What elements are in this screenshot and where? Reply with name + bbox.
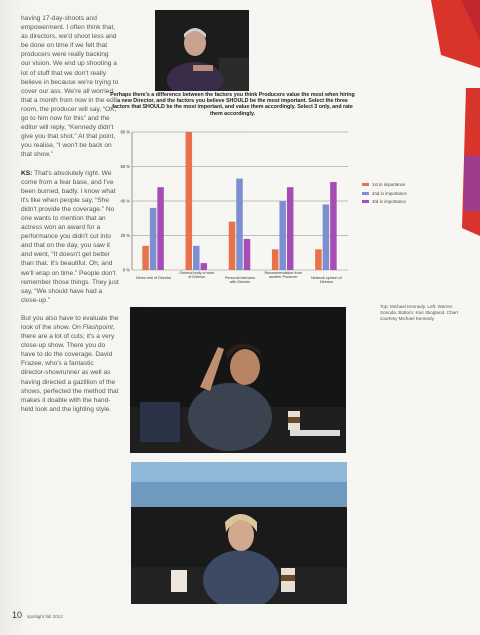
red-ribbon-graphic <box>431 0 480 68</box>
para-text: But you also have to evaluate the look of the show. On <box>21 314 119 331</box>
legend-item <box>362 191 407 196</box>
bar <box>142 246 149 270</box>
legend-item <box>362 182 407 187</box>
bar <box>236 179 243 270</box>
legend-swatch <box>362 183 369 186</box>
bar <box>330 182 337 270</box>
chart-legend <box>362 182 407 208</box>
bar <box>157 187 164 270</box>
photo-warren-sonoda <box>130 307 346 453</box>
article-paragraph-3 <box>21 314 119 414</box>
legend-label: 1st in importance <box>372 182 406 187</box>
legend-swatch <box>362 200 369 203</box>
page-folio <box>12 610 63 620</box>
photo-kari-skogland <box>131 462 347 604</box>
red-purple-ribbon-graphic <box>448 88 480 236</box>
bar <box>279 201 286 270</box>
x-tick-label: Recommendation from another Producer <box>264 271 302 280</box>
photo-michael-kennedy <box>155 10 249 91</box>
photo-caption: Top: Michael Kennedy. Left: Warren Sonoda. Bottom: Kari Skogland. Chart courtesy Michael Kennedy <box>380 304 458 322</box>
speaker-text: That's absolutely right. We come from a fear base, and I've been burned, badly. I know what it's like when people say, “She didn't provide the coverage.” No one wants to mention that an actress won an award for a performance you didn't cut into and that on the day, you saw it and went, “It doesn't get better than that. It's beautiful. Oh, and we'll wrap on time.” People don't remember those things. They just say, “We should have had a close-up.” <box>21 169 119 304</box>
legend-item <box>362 199 407 204</box>
bar <box>272 249 279 270</box>
y-tick-label: 0 % <box>122 267 130 273</box>
legend-label: 3rd in importance <box>372 199 406 204</box>
article-paragraph: having 17-day-shoots and empowerment. I often think that, as directors, we'd shoot less and be done on time if we felt that producers were really backing our vision. We end up shooting a lot of stuff that we don't really believe in because we're trying to cover our ass. We're all worried that a month from now in the edit room, the producer will say, “OK, go to him now for this” and the editor will reply, “Kennedy didn't give you that shot.” At that point, you realise, “I won't be back on that show.” <box>21 15 119 159</box>
speaker-label: KS: <box>21 169 33 177</box>
x-tick-label: Personal interview with Director <box>224 276 256 285</box>
legend-label: 2nd in importance <box>372 190 407 196</box>
bar <box>315 249 322 270</box>
y-tick-label: 80 % <box>120 129 130 135</box>
chart-title: Perhaps there's a difference between the factors you think Producers value the most when hiring a new Director, and the factors you believe SHOULD be the most important. Select the three factors that SHOULD be the most important, and value them accordingly. Select 3 only, and rate them accordingly. <box>110 92 355 117</box>
x-tick-label: General body of work of Director <box>179 271 215 280</box>
bar <box>287 187 294 270</box>
bar <box>150 208 157 270</box>
article-paragraph-ks <box>21 169 119 305</box>
bar <box>323 204 330 270</box>
page-number: 10 <box>12 610 23 620</box>
bar-chart <box>110 92 355 292</box>
publication-name: spotlight fall 2012 <box>27 614 63 619</box>
bar <box>201 263 208 270</box>
x-tick-label: Network opinion of Director <box>311 276 342 285</box>
y-tick-label: 60 % <box>120 164 130 169</box>
y-tick-label: 40 % <box>120 198 130 204</box>
x-tick-label: Demo reel of Director <box>136 276 172 280</box>
legend-swatch <box>362 192 369 195</box>
bar <box>229 222 236 270</box>
bar <box>193 246 200 270</box>
y-tick-label: 20 % <box>120 233 130 238</box>
bar <box>244 239 251 270</box>
para-text: , there are a lot of cuts; it's a very close-up show. There you do have to do the coverage. David Frazee, who's a fantastic director-showrunner as well as having directed a gazillion of the shows, perfected the method that makes it doable with the hand-held look and the lighting style. <box>21 324 119 413</box>
article-text-column <box>21 14 119 423</box>
show-title: Flashpoint <box>82 324 114 331</box>
bar <box>186 132 193 270</box>
